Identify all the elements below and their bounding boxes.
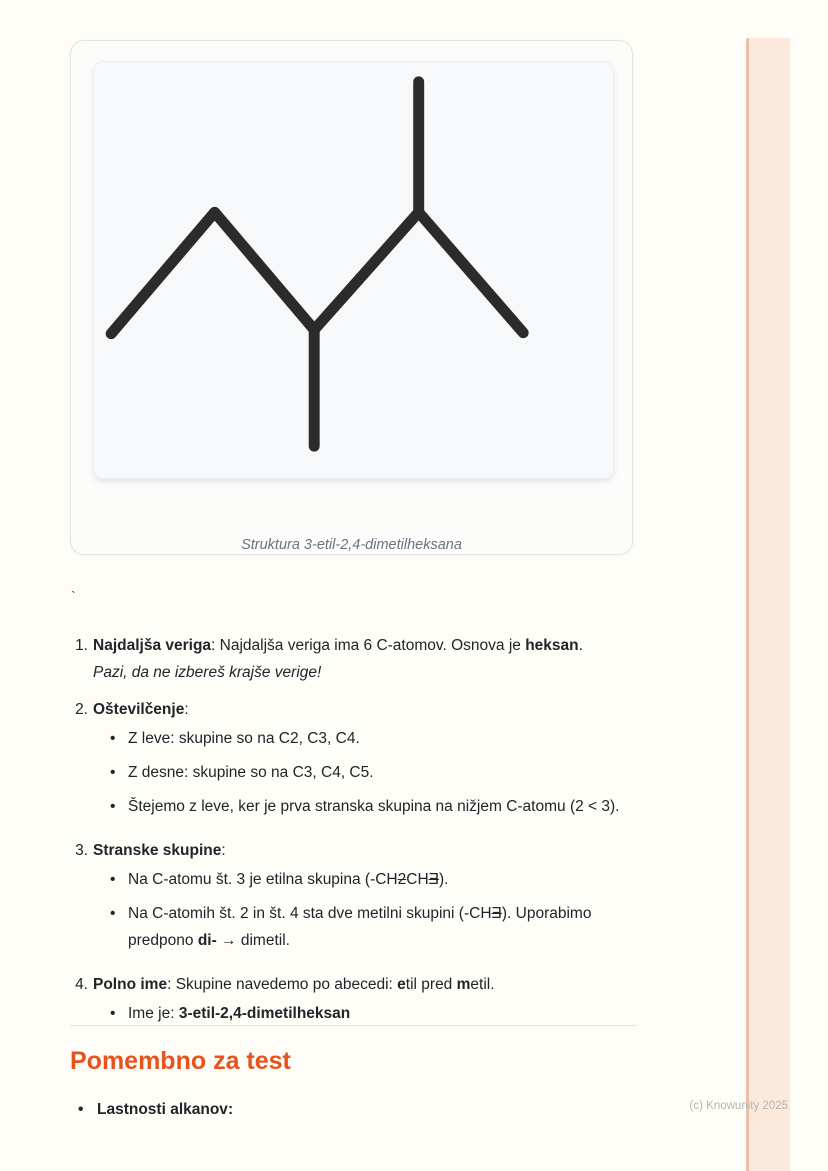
- text-segment: : Skupine navedemo po abecedi:: [167, 976, 398, 993]
- step-sublist: [93, 866, 642, 954]
- bullet-text: [128, 725, 360, 752]
- bullet-item: [93, 725, 642, 752]
- bullet-text: [128, 900, 642, 954]
- test-notes-list: [70, 1096, 642, 1123]
- text-segment: CH: [406, 871, 429, 888]
- bullet-marker: •: [110, 730, 116, 747]
- bullet-marker: •: [110, 905, 116, 922]
- structure-figure-card: [70, 40, 633, 555]
- step-body: [93, 837, 642, 961]
- step-note: [93, 659, 642, 686]
- stray-backtick-character: `: [71, 588, 76, 604]
- naming-steps-list: [70, 632, 642, 1044]
- bullet-item: [93, 900, 642, 954]
- bullet-marker: •: [110, 764, 116, 781]
- text-segment: m: [456, 976, 471, 993]
- text-segment: Na C-atomu št. 3 je etilna skupina (-CH: [128, 871, 398, 888]
- figure-caption: Struktura 3-etil-2,4-dimetilheksana: [241, 537, 462, 553]
- text-segment: Z leve: skupine so na C2, C3, C4.: [128, 730, 360, 747]
- molecule-skeletal-structure-drawing: [94, 62, 613, 478]
- text-segment: :: [184, 701, 189, 718]
- text-segment: Najdaljša veriga: [93, 637, 212, 654]
- bullet-marker: •: [110, 1005, 116, 1022]
- text-segment: Pazi, da ne izbereš krajše verige!: [93, 664, 322, 681]
- text-segment: Na C-atomih št. 2 in št. 4 sta dve metilni skupini (-CH: [128, 905, 492, 922]
- step-sublist: [93, 725, 642, 820]
- text-segment: Ǝ: [491, 905, 502, 922]
- section-heading: Pomembno za test: [70, 1047, 291, 1075]
- text-segment: Stranske skupine: [93, 842, 222, 859]
- step-item: [70, 696, 642, 827]
- bullet-item: [93, 793, 642, 820]
- step-text: [93, 632, 642, 659]
- bullet-text: [128, 866, 448, 893]
- watermark: (c) Knowunity 2025: [689, 1100, 788, 1112]
- step-number: 3.: [75, 842, 88, 859]
- text-segment: :: [221, 842, 226, 859]
- step-text: [93, 837, 642, 864]
- bullet-text: [128, 1000, 350, 1027]
- text-segment: Oštevilčenje: [93, 701, 185, 718]
- text-segment: : Najdaljša veriga ima 6 C-atomov. Osnova je: [211, 637, 526, 654]
- bullet-marker: •: [78, 1101, 84, 1118]
- text-segment: :: [227, 1101, 234, 1118]
- text-segment: Ime je:: [128, 1005, 179, 1022]
- bullet-marker: •: [110, 798, 116, 815]
- text-segment: Z desne: skupine so na C3, C4, C5.: [128, 764, 374, 781]
- text-segment: Lastnosti alkanov: [97, 1101, 228, 1118]
- text-segment: ).: [439, 871, 449, 888]
- bullet-text: [128, 793, 619, 820]
- text-segment: til pred: [405, 976, 457, 993]
- right-accent-bar: [746, 38, 790, 1171]
- text-segment: .: [578, 637, 583, 654]
- text-segment: → dimetil.: [216, 932, 290, 949]
- section-divider: [70, 1025, 637, 1026]
- text-segment: Štejemo z leve, ker je prva stranska skupina na nižjem C-atomu (2 < 3).: [128, 798, 620, 815]
- text-segment: e: [397, 976, 406, 993]
- bullet-item: [93, 759, 642, 786]
- bullet-item: [93, 866, 642, 893]
- bullet-text: [128, 759, 374, 786]
- text-segment: 2: [397, 871, 407, 888]
- step-text: [93, 971, 642, 998]
- text-segment: Ǝ: [428, 871, 439, 888]
- step-number: 1.: [75, 637, 88, 654]
- step-item: [70, 837, 642, 961]
- text-segment: ). Uporabimo predpono: [128, 905, 592, 949]
- step-number: 4.: [75, 976, 88, 993]
- step-body: [93, 696, 642, 827]
- step-sublist: [93, 1000, 642, 1027]
- structure-drawing-panel: [93, 61, 614, 479]
- text-segment: Polno ime: [93, 976, 168, 993]
- step-text: [93, 696, 642, 723]
- bullet-item: [93, 1000, 642, 1027]
- bullet-text: [97, 1096, 233, 1123]
- text-segment: di-: [197, 932, 217, 949]
- text-segment: etil.: [470, 976, 495, 993]
- step-number: 2.: [75, 701, 88, 718]
- text-segment: heksan: [525, 637, 579, 654]
- step-item: [70, 632, 642, 686]
- bullet-marker: •: [110, 871, 116, 888]
- text-segment: 3-etil-2,4-dimetilheksan: [178, 1005, 351, 1022]
- molecule-bond: [111, 212, 523, 333]
- bullet-item-bottom: [70, 1096, 642, 1123]
- step-body: [93, 632, 642, 686]
